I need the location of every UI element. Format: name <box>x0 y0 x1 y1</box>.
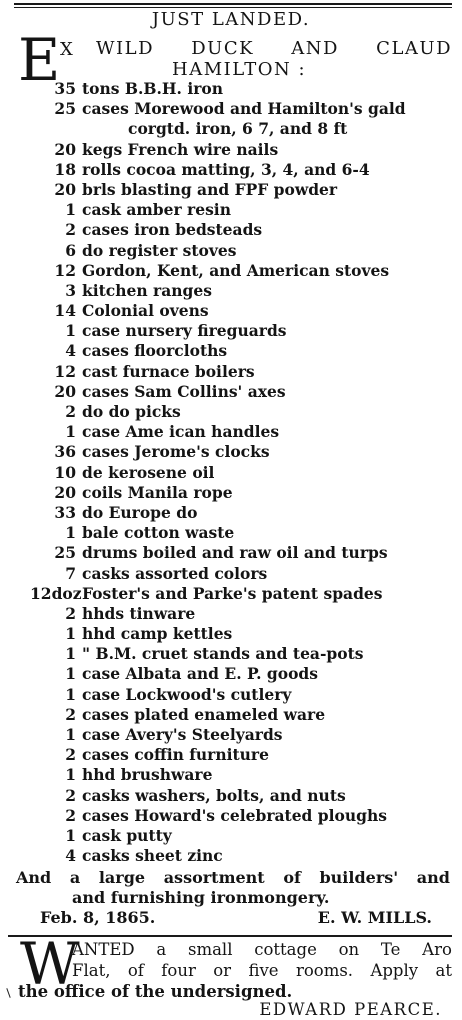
list-item <box>30 584 454 604</box>
item-text: brls blasting and FPF powder <box>82 179 338 199</box>
item-quantity: 20 <box>54 381 76 401</box>
item-text: case Ame ican handles <box>82 422 280 442</box>
item-quantity: 1 <box>65 725 76 744</box>
word: And <box>16 868 52 887</box>
list-item <box>30 463 454 483</box>
item-quantity: 1 <box>65 825 76 845</box>
ship-names-line2: HAMILTON : <box>172 59 307 80</box>
list-item <box>30 382 454 402</box>
item-quantity: 25 <box>54 543 76 563</box>
item-text: case Lockwood's cutlery <box>82 684 292 704</box>
dateline <box>40 908 432 928</box>
closing-line2: and furnishing ironmongery. <box>72 888 330 907</box>
item-text: casks sheet zinc <box>82 846 223 866</box>
item-quantity: 12 <box>54 361 76 381</box>
item-text: cases iron bedsteads <box>82 220 263 240</box>
notice-signature: E. W. MILLS. <box>317 908 432 927</box>
item-quantity: 1 <box>65 684 76 704</box>
word: Aro <box>422 940 452 959</box>
list-item <box>30 422 454 442</box>
ship-word: WILD <box>96 38 154 59</box>
item-quantity: 2 <box>65 704 76 724</box>
list-item <box>30 321 454 341</box>
wanted-line3: the office of the undersigned. <box>18 982 293 1001</box>
item-text: cases Morewood and Hamilton's gald <box>82 99 406 119</box>
item-quantity: 10 <box>54 462 76 482</box>
list-item <box>30 200 454 220</box>
list-item <box>30 160 454 180</box>
list-item <box>30 503 454 523</box>
list-item <box>30 79 454 99</box>
item-quantity: 1 <box>65 321 76 341</box>
item-text: rolls cocoa matting, 3, 4, and 6-4 <box>82 159 370 179</box>
ship-word: AND <box>291 38 339 59</box>
list-item <box>30 180 454 200</box>
notice-date: Feb. 8, 1865. <box>40 908 156 927</box>
list-item <box>30 644 454 664</box>
item-text: casks assorted colors <box>82 563 268 583</box>
item-text: hhds tinware <box>82 603 196 623</box>
list-item <box>30 523 454 543</box>
item-quantity: 25 <box>54 99 76 119</box>
ship-names-line1 <box>96 39 452 59</box>
list-item <box>30 483 454 503</box>
item-text: cask putty <box>82 825 172 845</box>
item-text: cases floorcloths <box>82 341 228 361</box>
item-text: casks washers, bolts, and nuts <box>82 785 346 805</box>
item-quantity: 1 <box>65 624 76 644</box>
top-rule <box>14 3 452 5</box>
item-text: kegs French wire nails <box>82 139 279 159</box>
left-mark <box>6 988 10 998</box>
list-item <box>30 402 454 422</box>
goods-list <box>30 79 454 866</box>
list-item <box>30 846 454 866</box>
item-quantity: 35 <box>54 79 76 98</box>
list-item <box>30 220 454 240</box>
item-text: tons B.B.H. iron <box>82 79 223 98</box>
item-quantity: 1 <box>65 765 76 785</box>
list-item <box>30 564 454 584</box>
item-quantity: 1 <box>65 644 76 664</box>
item-quantity: 20 <box>54 179 76 199</box>
list-item <box>30 362 454 382</box>
item-quantity: 1 <box>65 422 76 442</box>
wanted-signature: EDWARD PEARCE. <box>259 1000 442 1019</box>
item-text: kitchen ranges <box>82 280 212 300</box>
word: at <box>435 961 452 980</box>
top-rule-thin <box>14 7 452 8</box>
item-text: corgtd. iron, 6 7, and 8 ft <box>128 119 348 139</box>
item-text: do register stoves <box>82 240 237 260</box>
item-quantity: 33 <box>54 502 76 522</box>
list-item <box>30 119 454 139</box>
item-quantity: 2 <box>65 805 76 825</box>
item-text: " B.M. cruet stands and tea-pots <box>82 644 364 664</box>
word: four <box>161 961 196 980</box>
item-quantity: 4 <box>65 341 76 361</box>
item-text: de kerosene oil <box>82 462 215 482</box>
word: on <box>338 940 360 959</box>
item-text: case nursery fireguards <box>82 321 287 341</box>
item-text: bale cotton waste <box>82 523 235 543</box>
item-quantity: 3 <box>65 280 76 300</box>
item-quantity: 12doz <box>30 583 82 603</box>
item-quantity: 2 <box>65 785 76 805</box>
item-text: cask amber resin <box>82 200 231 220</box>
list-item <box>30 301 454 321</box>
notice-heading: JUST LANDED. <box>151 9 311 30</box>
word: small <box>187 940 233 959</box>
word: large <box>98 868 146 887</box>
list-item <box>30 543 454 563</box>
list-item <box>30 786 454 806</box>
word: a <box>156 940 167 959</box>
word: rooms. <box>295 961 354 980</box>
closing-text <box>16 868 450 908</box>
item-quantity: 2 <box>65 402 76 421</box>
item-quantity: 6 <box>65 240 76 260</box>
item-text: hhd camp kettles <box>82 624 233 644</box>
list-item <box>30 99 454 119</box>
word: Apply <box>370 961 419 980</box>
item-quantity: 1 <box>65 664 76 684</box>
item-quantity: 2 <box>65 220 76 240</box>
word: builders' <box>319 868 399 887</box>
notice-dropcap: E <box>18 26 61 94</box>
item-quantity: 1 <box>65 523 76 543</box>
wanted-dropcap: W <box>20 930 80 998</box>
item-quantity: 2 <box>65 603 76 623</box>
word: assortment <box>163 868 265 887</box>
item-text: drums boiled and raw oil and turps <box>82 543 388 563</box>
word: Te <box>380 940 401 959</box>
item-quantity: 2 <box>65 745 76 765</box>
list-item <box>30 664 454 684</box>
item-text: cases coffin furniture <box>82 745 269 765</box>
item-quantity: 4 <box>65 846 76 866</box>
item-text: Foster's and Parke's patent spades <box>82 583 383 603</box>
item-quantity: 20 <box>54 482 76 502</box>
item-text: Colonial ovens <box>82 301 209 321</box>
item-text: cast furnace boilers <box>82 361 255 381</box>
wanted-line2 <box>72 961 452 981</box>
item-quantity: 18 <box>54 159 76 179</box>
item-quantity: 36 <box>54 442 76 462</box>
item-text: case Avery's Steelyards <box>82 725 283 744</box>
closing-line1 <box>16 868 450 888</box>
item-quantity: 14 <box>54 301 76 321</box>
item-text: do do picks <box>82 402 181 421</box>
word: and <box>416 868 450 887</box>
list-item <box>30 442 454 462</box>
list-item <box>30 745 454 765</box>
wanted-line1 <box>72 940 452 960</box>
ship-word: CLAUD <box>376 38 452 59</box>
list-item <box>30 705 454 725</box>
item-quantity: 7 <box>65 563 76 583</box>
item-quantity: 20 <box>54 139 76 159</box>
item-text: hhd brushware <box>82 765 213 785</box>
ship-word: DUCK <box>191 38 255 59</box>
item-text: cases Sam Collins' axes <box>82 381 286 401</box>
notice-x-letter: X <box>60 39 74 60</box>
list-item <box>30 281 454 301</box>
list-item <box>30 604 454 624</box>
list-item <box>30 685 454 705</box>
item-text: cases plated enameled ware <box>82 704 326 724</box>
list-item <box>30 806 454 826</box>
item-quantity: 1 <box>65 200 76 220</box>
item-text: do Europe do <box>82 502 198 522</box>
word: ANTED <box>72 940 135 959</box>
item-text: Gordon, Kent, and American stoves <box>82 260 390 280</box>
word: or <box>213 961 232 980</box>
list-item <box>30 261 454 281</box>
list-item <box>30 140 454 160</box>
item-text: cases Howard's celebrated ploughs <box>82 805 387 825</box>
list-item <box>30 765 454 785</box>
word: Flat, <box>72 961 111 980</box>
word: five <box>248 961 279 980</box>
item-text: case Albata and E. P. goods <box>82 664 318 684</box>
item-text: coils Manila rope <box>82 482 233 502</box>
word: of <box>127 961 144 980</box>
item-text: cases Jerome's clocks <box>82 442 270 462</box>
list-item <box>30 341 454 361</box>
word: a <box>69 868 81 887</box>
list-item <box>30 725 454 745</box>
word: cottage <box>254 940 317 959</box>
list-item <box>30 826 454 846</box>
item-quantity: 12 <box>54 260 76 280</box>
word: of <box>283 868 301 887</box>
list-item <box>30 624 454 644</box>
list-item <box>30 241 454 261</box>
